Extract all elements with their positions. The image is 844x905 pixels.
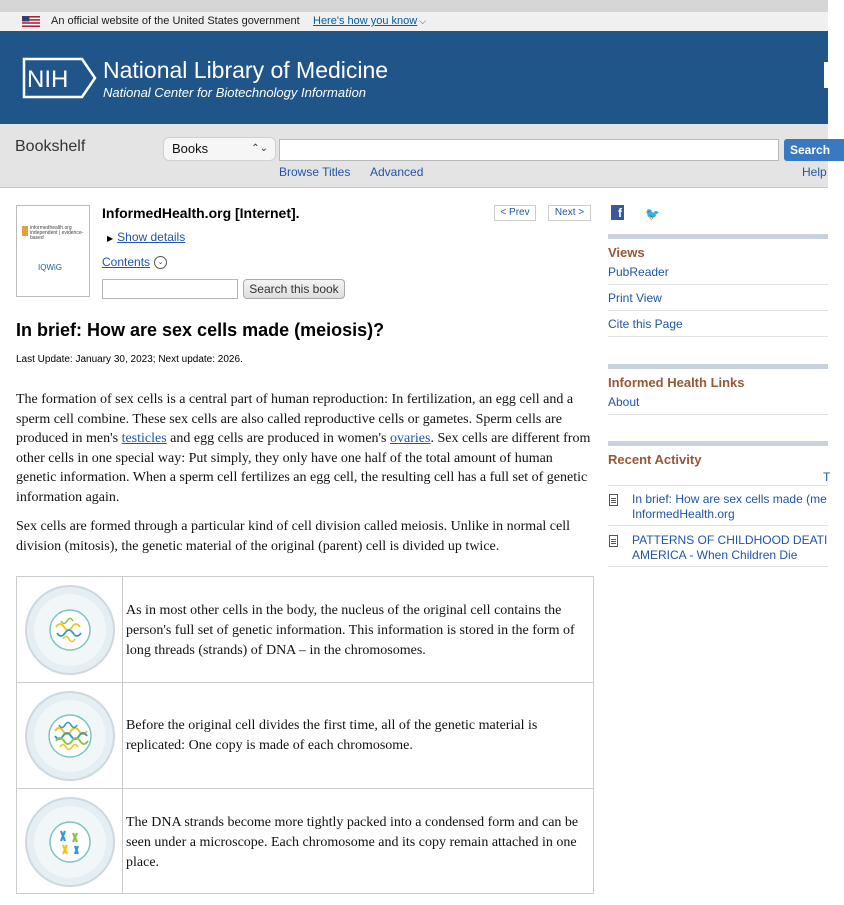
figure-caption: Before the original cell divides the first time, all of the genetic material is replicated: One copy is made of each chromosome. (126, 718, 538, 753)
show-details-label: Show details (117, 230, 186, 244)
last-update-text: Last Update: January 30, 2023; Next update: 2026. (16, 354, 243, 365)
gov-banner-text: An official website of the United States government (51, 15, 300, 27)
turn-off-recent-link[interactable]: T (823, 470, 831, 484)
replicated-chromosomes-image[interactable] (23, 689, 117, 783)
page-title: In brief: How are sex cells made (meiosis)? (16, 320, 385, 340)
recent-item-2[interactable] (632, 533, 827, 563)
figure-caption: As in most other cells in the body, the nucleus of the original cell contains the person's full set of genetic information. This information is stored in the form of long threads (strands) of DNA – in the chromosomes. (126, 603, 575, 658)
sidebar-separator (608, 310, 828, 311)
figure-image-cell (17, 577, 123, 682)
heres-how-you-know-link[interactable] (313, 12, 426, 31)
cite-this-page-link[interactable]: Cite this Page (608, 317, 683, 331)
help-link[interactable]: Help (802, 165, 827, 179)
browse-titles-link[interactable]: Browse Titles (279, 165, 351, 179)
browser-top-strip (0, 0, 828, 12)
figure-image-cell (17, 683, 123, 788)
cover-publisher-line2: independent | evidence-based (30, 230, 84, 241)
contents-link[interactable]: Contents (102, 255, 151, 269)
triangle-right-icon: ▶ (107, 234, 114, 243)
recent-item-1-line2: InformedHealth.org (632, 507, 735, 521)
site-subtitle: National Center for Biotechnology Information (103, 85, 367, 100)
figure-row (17, 577, 593, 683)
recent-item-1[interactable] (632, 492, 827, 522)
nih-logo[interactable] (22, 53, 98, 103)
nih-logo-text: NIH (27, 66, 69, 93)
site-title[interactable]: National Library of Medicine (103, 57, 389, 83)
article-paragraph-1 (16, 390, 596, 507)
sidebar-separator (608, 485, 828, 486)
about-link[interactable]: About (608, 395, 640, 409)
gov-banner (0, 12, 828, 31)
book-search-input[interactable] (102, 279, 238, 299)
figure-image-cell (17, 789, 123, 893)
print-view-link[interactable]: Print View (608, 291, 662, 305)
database-select-value: Books (172, 141, 209, 156)
ovaries-link[interactable]: ovaries (390, 431, 431, 446)
search-input[interactable] (279, 139, 779, 161)
twitter-icon[interactable]: 🐦 (645, 207, 660, 221)
sidebar-separator (608, 414, 828, 415)
condensed-chromosomes-image[interactable] (23, 795, 117, 889)
p1-text-a: The formation of sex cells is a central part of human reproduction: In fertilization, an egg cell and a sperm cell combine. These sex cells are also called reproductive cells or gametes. Sperm cells are produced in men's (16, 392, 574, 446)
document-icon (609, 494, 618, 506)
facebook-icon[interactable]: f (611, 205, 624, 220)
select-arrows-icon: ⌃⌄ (251, 143, 268, 154)
sidebar-separator (608, 284, 828, 285)
informed-health-links-heading: Informed Health Links (608, 375, 745, 390)
show-details-toggle[interactable] (107, 230, 185, 244)
cover-publisher-text (30, 226, 89, 241)
recent-item-2-line1: PATTERNS OF CHILDHOOD DEATI (632, 533, 828, 547)
figure-caption: The DNA strands become more tightly packed into a condensed form and can be seen under a microscope. Each chromosome and its copy remain attached in one place. (126, 815, 579, 870)
sidebar-separator (608, 525, 828, 526)
database-select[interactable] (163, 137, 276, 161)
figure-row (17, 789, 593, 893)
bookshelf-label[interactable]: Bookshelf (15, 138, 86, 155)
testicles-link[interactable]: testicles (121, 431, 167, 446)
us-flag-icon (22, 16, 40, 27)
next-page-button[interactable]: Next > (548, 205, 591, 221)
p1-text-b: and egg cells are produced in women's (166, 431, 391, 446)
p1-text-c: . Sex cells are different from other cells in one special way: Put simply, they only have one half of the total amount of human genetic information. When a sperm cell fertilizes an egg cell, the resulting cell has a full set of genetic information again. (16, 431, 591, 505)
header-edge-widget[interactable] (824, 62, 828, 88)
prev-page-button[interactable]: < Prev (494, 205, 536, 221)
recent-item-2-line2: AMERICA - When Children Die (632, 548, 798, 562)
informedhealth-logo-mark (22, 226, 28, 236)
recent-item-1-line1: In brief: How are sex cells made (me (632, 492, 827, 506)
article-paragraph-2: Sex cells are formed through a particular kind of cell division called meiosis. Unlike in normal cell division (mitosis), the genetic material of the original (parent) cell is divided up twice. (16, 519, 571, 554)
chevron-down-icon: ⌵ (419, 16, 427, 26)
sidebar-separator (608, 336, 828, 337)
chevron-down-icon[interactable]: ⌄ (154, 256, 167, 269)
book-cover-thumbnail[interactable] (16, 205, 90, 297)
search-button[interactable]: Search (784, 139, 844, 161)
sidebar-separator (608, 566, 828, 567)
figure-row (17, 683, 593, 789)
sidebar-divider (608, 234, 828, 239)
views-heading: Views (608, 245, 645, 260)
meiosis-figure-table (16, 576, 594, 894)
cover-institute: IQWiG (38, 263, 62, 272)
pubreader-link[interactable]: PubReader (608, 265, 669, 279)
gov-link-label: Here's how you know (313, 15, 418, 27)
book-title[interactable]: InformedHealth.org [Internet]. (102, 205, 300, 221)
sidebar-divider (608, 364, 828, 369)
cell-nucleus-dna-image[interactable] (23, 583, 117, 677)
cover-publisher-line1: informedhealth.org (30, 225, 72, 231)
search-this-book-button[interactable]: Search this book (243, 279, 345, 299)
advanced-search-link[interactable]: Advanced (370, 165, 424, 179)
sidebar-divider (608, 441, 828, 446)
document-icon (609, 535, 618, 547)
recent-activity-heading: Recent Activity (608, 452, 702, 467)
